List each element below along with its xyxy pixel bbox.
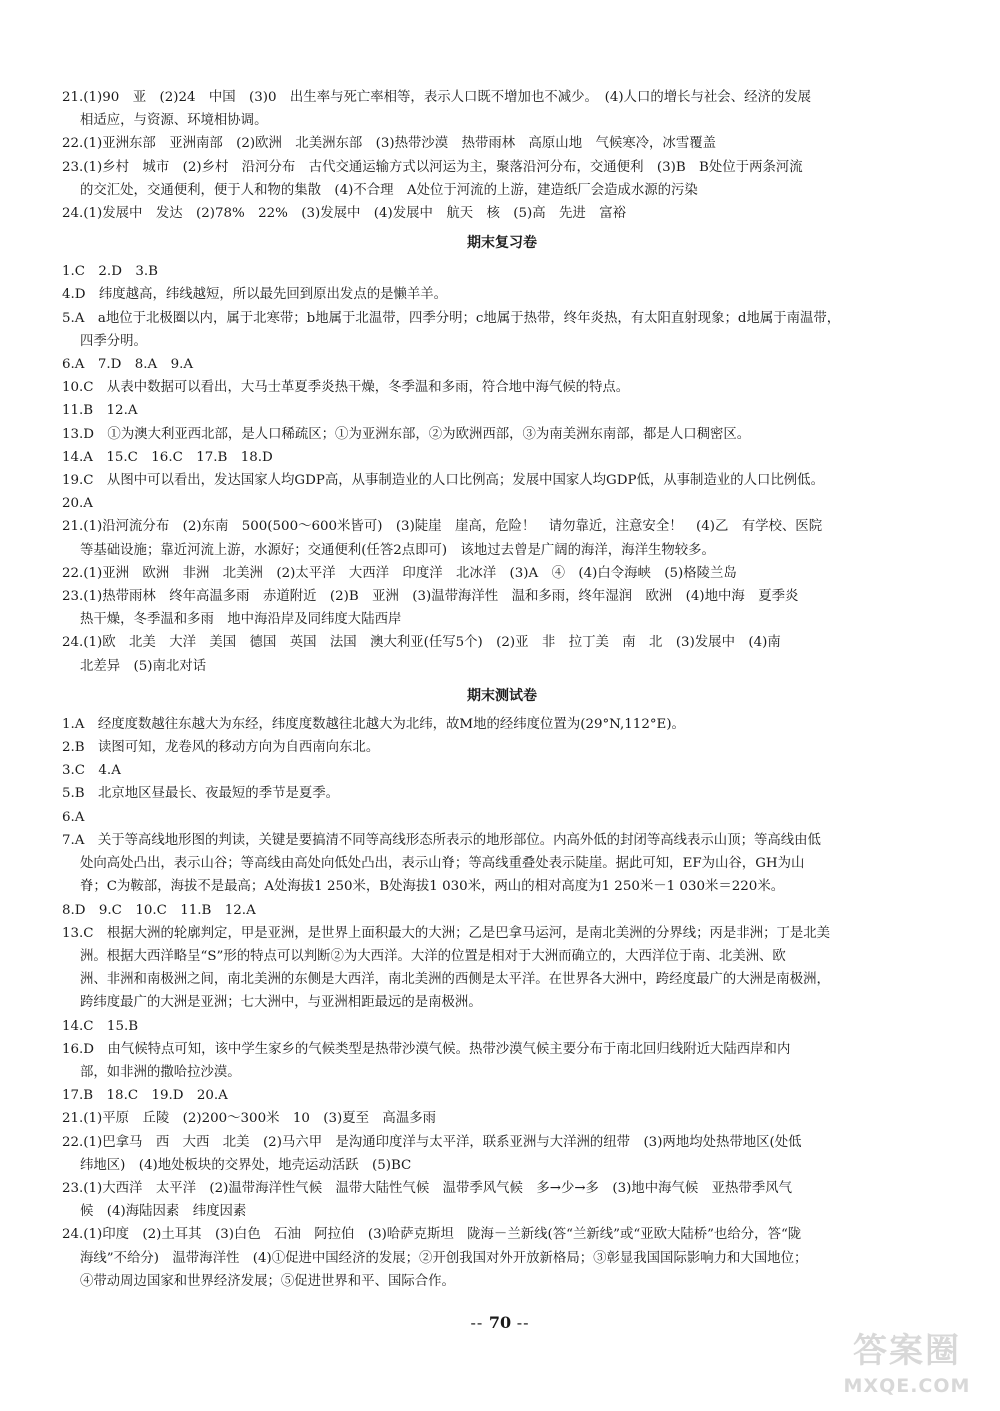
answer-line: 21.(1)沿河流分布 (2)东南 500(500～600米皆可) (3)陡崖 崖高，危险！ 请勿靠近，注意安全！ (4)乙 有学校、医院 bbox=[62, 519, 823, 535]
answer-line: 19.C 从图中可以看出，发达国家人均GDP高，从事制造业的人口比例高；发展中国家人均GDP低，从事制造业的人口比例低。 bbox=[62, 473, 824, 489]
answer-line-continuation: 洲。根据大西洋略呈“S”形的特点可以判断②为大西洋。大洋的位置是相对于大洲而确立的，大西洋位于南、北美洲、欧 bbox=[80, 948, 786, 964]
answer-line: 1.C 2.D 3.B bbox=[62, 264, 158, 280]
answer-line: 22.(1)亚洲东部 亚洲南部 (2)欧洲 北美洲东部 (3)热带沙漠 热带雨林 高原山地 气候寒冷，冰雪覆盖 bbox=[62, 136, 716, 152]
answer-line: 3.C 4.A bbox=[62, 763, 121, 779]
section-heading: 期末测试卷 bbox=[467, 687, 537, 704]
answer-line-continuation: 海线”不给分) 温带海洋性 (4)①促进中国经济的发展；②开创我国对外开放新格局；③彰显我国国际影响力和大国地位； bbox=[80, 1250, 808, 1266]
answer-line: 13.D ①为澳大利亚西北部，是人口稀疏区；①为亚洲东部，②为欧洲西部，③为南美洲东南部，都是人口稠密区。 bbox=[62, 426, 751, 442]
answer-line-continuation: 纬地区) (4)地处板块的交界处，地壳运动活跃 (5)BC bbox=[80, 1157, 412, 1173]
page-number-dash-left: -- bbox=[470, 1313, 484, 1332]
answer-line: 24.(1)印度 (2)土耳其 (3)白色 石油 阿拉伯 (3)哈萨克斯坦 陇海－兰新线(答“兰新线”或“亚欧大陆桥”也给分，答“陇 bbox=[62, 1227, 802, 1243]
answer-line-continuation: 等基础设施；靠近河流上游，水源好；交通便利(任答2点即可) 该地过去曾是广阔的海洋，海洋生物较多。 bbox=[80, 542, 715, 558]
answer-line-continuation: 跨纬度最广的大洲是亚洲；七大洲中，与亚洲相距最远的是南极洲。 bbox=[80, 995, 482, 1011]
answer-line: 1.A 经度度数越往东越大为东经，纬度度数越往北越大为北纬，故M地的经纬度位置为(29°N,112°E)。 bbox=[62, 716, 685, 732]
answer-line: 14.A 15.C 16.C 17.B 18.D bbox=[62, 449, 273, 465]
answer-line-continuation: 候 (4)海陆因素 纬度因素 bbox=[80, 1204, 247, 1220]
answer-line: 5.A a地位于北极圈以内，属于北寒带；b地属于北温带，四季分明；c地属于热带，终年炎热，有太阳直射现象；d地属于南温带， bbox=[62, 310, 841, 326]
answer-line: 24.(1)欧 北美 大洋 美国 德国 英国 法国 澳大利亚(任写5个) (2)亚 非 拉丁美 南 北 (3)发展中 (4)南 bbox=[62, 635, 781, 651]
answer-line-continuation: 热干燥，冬季温和多雨 地中海沿岸及同纬度大陆西岸 bbox=[80, 612, 402, 628]
watermark-logo bbox=[832, 1331, 982, 1401]
answer-line: 21.(1)平原 丘陵 (2)200～300米 10 (3)夏至 高温多雨 bbox=[62, 1111, 436, 1127]
answer-line: 8.D 9.C 10.C 11.B 12.A bbox=[62, 902, 256, 918]
section-heading: 期末复习卷 bbox=[467, 235, 537, 252]
answer-line-continuation: 洲、非洲和南极洲之间，南北美洲的东侧是大西洋，南北美洲的西侧是太平洋。在世界各大洲中，跨经度最广的大洲是南极洲， bbox=[80, 972, 830, 988]
answer-line: 14.C 15.B bbox=[62, 1018, 139, 1034]
answer-line: 5.B 北京地区昼最长、夜最短的季节是夏季。 bbox=[62, 786, 340, 802]
answer-line-continuation: 北差异 (5)南北对话 bbox=[80, 658, 207, 674]
answer-line: 20.A bbox=[62, 496, 93, 512]
page-number-dash-right: -- bbox=[516, 1313, 530, 1332]
answer-page bbox=[62, 86, 942, 1293]
answer-line: 4.D 纬度越高，纬线越短，所以最先回到原出发点的是懒羊羊。 bbox=[62, 287, 448, 303]
answer-line: 11.B 12.A bbox=[62, 403, 138, 419]
page-number-value: 70 bbox=[488, 1313, 512, 1332]
answer-line: 16.D 由气候特点可知，该中学生家乡的气候类型是热带沙漠气候。热带沙漠气候主要分布于南北回归线附近大陆西岸和内 bbox=[62, 1041, 791, 1057]
answer-line-continuation: 脊；C为鞍部，海拔不是最高；A处海拔1 250米，B处海拔1 030米，两山的相对高度为1 250米－1 030米＝220米。 bbox=[80, 879, 785, 895]
answer-line-continuation: 相适应，与资源、环境相协调。 bbox=[80, 113, 268, 129]
watermark-text: 答案圈 bbox=[853, 1331, 961, 1371]
answer-line: 2.B 读图可知，龙卷风的移动方向为自西南向东北。 bbox=[62, 740, 380, 756]
answer-line-continuation: 四季分明。 bbox=[80, 333, 147, 349]
answer-line: 7.A 关于等高线地形图的判读，关键是要搞清不同等高线形态所表示的地形部位。内高外低的封闭等高线表示山顶；等高线由低 bbox=[62, 832, 821, 848]
answer-line: 22.(1)巴拿马 西 大西 北美 (2)马六甲 是沟通印度洋与太平洋，联系亚洲与大洋洲的纽带 (3)两地均处热带地区(处低 bbox=[62, 1134, 802, 1150]
answer-line: 23.(1)热带雨林 终年高温多雨 赤道附近 (2)B 亚洲 (3)温带海洋性 温和多雨，终年湿润 欧洲 (4)地中海 夏季炎 bbox=[62, 589, 799, 605]
answer-line: 13.C 根据大洲的轮廓判定，甲是亚洲，是世界上面积最大的大洲；乙是巴拿马运河，是南北美洲的分界线；丙是非洲；丁是北美 bbox=[62, 925, 831, 941]
answer-line-continuation: 部，如非洲的撒哈拉沙漠。 bbox=[80, 1064, 241, 1080]
page-number bbox=[0, 1313, 1000, 1332]
answer-line: 22.(1)亚洲 欧洲 非洲 北美洲 (2)太平洋 大西洋 印度洋 北冰洋 (3)A ④ (4)白令海峡 (5)格陵兰岛 bbox=[62, 565, 737, 581]
answer-line: 21.(1)90 亚 (2)24 中国 (3)0 出生率与死亡率相等，表示人口既不增加也不减少。 (4)人口的增长与社会、经济的发展 bbox=[62, 90, 812, 105]
answer-line: 23.(1)乡村 城市 (2)乡村 沿河分布 古代交通运输方式以河运为主，聚落沿河分布，交通便利 (3)B B处位于两条河流 bbox=[62, 159, 803, 175]
answer-line: 17.B 18.C 19.D 20.A bbox=[62, 1088, 228, 1104]
answer-line: 24.(1)发展中 发达 (2)78% 22% (3)发展中 (4)发展中 航天 核 (5)高 先进 富裕 bbox=[62, 206, 626, 222]
answer-line: 6.A bbox=[62, 809, 85, 825]
answer-line-continuation: 的交汇处，交通便利，便于人和物的集散 (4)不合理 A处位于河流的上游，建造纸厂会造成水源的污染 bbox=[80, 182, 698, 198]
answer-line: 6.A 7.D 8.A 9.A bbox=[62, 357, 194, 373]
answer-line-continuation: ④带动周边国家和世界经济发展；⑤促进世界和平、国际合作。 bbox=[80, 1273, 455, 1289]
watermark-url: MXQE.COM bbox=[843, 1375, 971, 1397]
answer-line: 10.C 从表中数据可以看出，大马士革夏季炎热干燥，冬季温和多雨，符合地中海气候的特点。 bbox=[62, 380, 630, 396]
answer-line-continuation: 处向高处凸出，表示山谷；等高线由高处向低处凸出，表示山脊；等高线重叠处表示陡崖。据此可知，EF为山谷，GH为山 bbox=[80, 856, 805, 872]
answer-line: 23.(1)大西洋 太平洋 (2)温带海洋性气候 温带大陆性气候 温带季风气候 多→少→多 (3)地中海气候 亚热带季风气 bbox=[62, 1180, 792, 1196]
